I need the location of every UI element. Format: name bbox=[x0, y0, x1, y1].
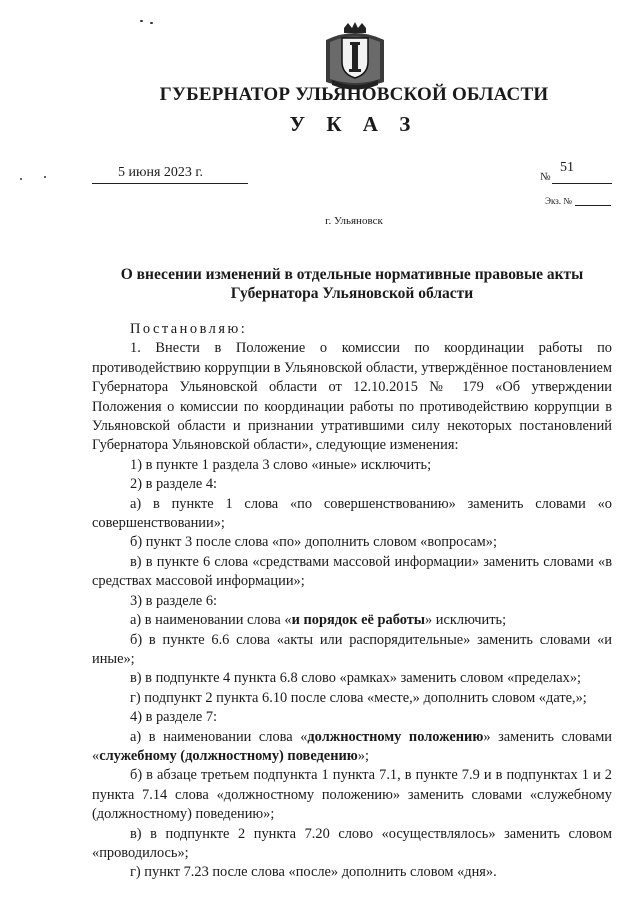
city-name: г. Ульяновск bbox=[325, 215, 383, 227]
issuing-authority-heading: ГУБЕРНАТОР УЛЬЯНОВСКОЙ ОБЛАСТИ bbox=[159, 84, 549, 105]
text-segment: а) в наименовании слова « bbox=[130, 612, 292, 629]
date-underline bbox=[92, 183, 248, 184]
paragraph: б) в пункте 6.6 слова «акты или распорядительные» заменить словами «и иные»; bbox=[92, 631, 612, 667]
document-type-heading: У К А З bbox=[289, 112, 419, 136]
paragraph: в) в пункте 6 слова «средствами массовой информации» заменить словами «в средствах массовой информации»; bbox=[92, 553, 612, 590]
bold-text-segment: служебному (должностному) поведению bbox=[99, 747, 358, 764]
paragraph: 2) в разделе 4: bbox=[130, 476, 218, 493]
preamble: Постановляю: bbox=[130, 321, 248, 337]
number-label: № bbox=[540, 171, 551, 183]
paragraph: а) в пункте 1 слова «по совершенствованию» заменить словами «о совершенствовании»; bbox=[92, 495, 612, 532]
paragraph: г) пункт 7.23 после слова «после» дополнить словом «дня». bbox=[130, 864, 497, 881]
coat-of-arms-emblem-icon bbox=[318, 22, 392, 92]
copy-number-label: Экз. № bbox=[545, 196, 572, 206]
title-line: О внесении изменений в отдельные нормативные правовые акты bbox=[120, 266, 584, 283]
bold-text-segment: должностному положению bbox=[307, 728, 484, 745]
document-title bbox=[92, 265, 612, 303]
document-body bbox=[92, 320, 612, 883]
number-underline bbox=[552, 183, 612, 184]
paragraph: 1) в пункте 1 раздела 3 слово «иные» исключить; bbox=[130, 456, 432, 473]
text-segment: » исключить; bbox=[425, 612, 507, 629]
scan-speck bbox=[150, 22, 153, 24]
paragraph: 3) в разделе 6: bbox=[130, 592, 218, 609]
paragraph: г) подпункт 2 пункта 6.10 после слова «месте,» дополнить словом «дате,»; bbox=[130, 689, 587, 706]
bold-text-segment: и порядок её работы bbox=[291, 612, 426, 629]
paragraph: 4) в разделе 7: bbox=[130, 709, 218, 726]
text-segment: » заменить словами « bbox=[92, 728, 613, 764]
scan-speck bbox=[20, 178, 22, 180]
paragraph: в) в подпункте 4 пункта 6.8 слово «рамках» заменить словом «пределах»; bbox=[130, 670, 582, 687]
document-date: 5 июня 2023 г. bbox=[118, 165, 204, 180]
paragraph bbox=[92, 611, 612, 630]
text-segment: а) в наименовании слова « bbox=[130, 728, 308, 745]
scan-speck bbox=[44, 176, 46, 178]
scan-speck bbox=[140, 20, 143, 22]
paragraph bbox=[92, 728, 612, 767]
title-line: Губернатора Ульяновской области bbox=[230, 285, 474, 302]
paragraph: б) пункт 3 после слова «по» дополнить словом «вопросам»; bbox=[130, 534, 497, 551]
paragraph: 1. Внести в Положение о комиссии по координации работы по противодействию коррупции в Ульяновской области, утверждённое постановлением Губернатора Ульяновской области от 12.10.2015 № 179 «Об утверждении Положения о комиссии по координации работы по противодействию коррупции в Ульяновской области и признании утратившими силу некоторых постановлений Губернатора Ульяновской области», следующие изменения: bbox=[92, 340, 612, 454]
paragraph: в) в подпункте 2 пункта 7.20 слово «осуществлялось» заменить словом «проводилось»; bbox=[92, 825, 612, 861]
text-segment: »; bbox=[357, 747, 369, 764]
paragraph: б) в абзаце третьем подпункта 1 пункта 7.1, в пункте 7.9 и в подпунктах 1 и 2 пункта 7.14 слова «должностному положению» заменить словами «служебному (должностному) поведению»; bbox=[92, 767, 612, 823]
copy-number-underline bbox=[575, 205, 611, 206]
document-number: 51 bbox=[560, 160, 574, 175]
